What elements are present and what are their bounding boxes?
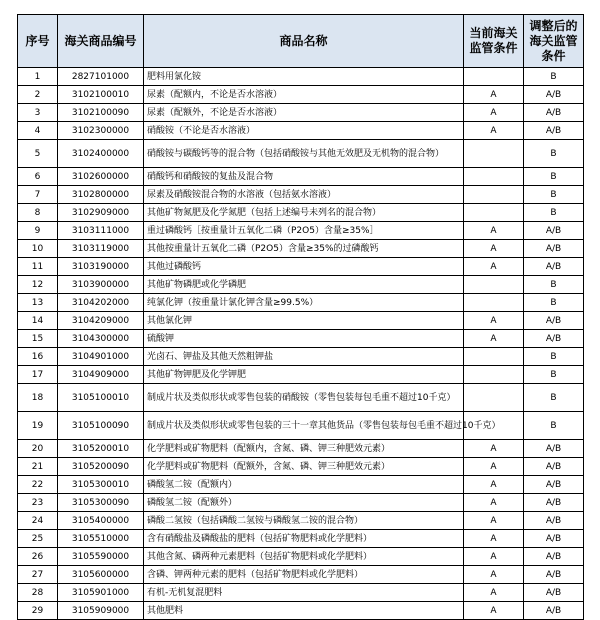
cell-serial-no: 27: [18, 566, 58, 584]
cell-adjusted-condition: B: [524, 186, 584, 204]
header-serial-no: 序号: [18, 15, 58, 68]
cell-goods-name: 含有硝酸盐及磷酸盐的肥料（包括矿物肥料或化学肥料）: [144, 530, 464, 548]
cell-serial-no: 5: [18, 140, 58, 168]
cell-current-condition: [464, 276, 524, 294]
cell-serial-no: 6: [18, 168, 58, 186]
cell-serial-no: 18: [18, 384, 58, 412]
cell-current-condition: [464, 294, 524, 312]
table-row: [18, 68, 584, 86]
cell-goods-name: 磷酸氢二铵（配额外）: [144, 494, 464, 512]
cell-adjusted-condition: A/B: [524, 312, 584, 330]
cell-current-condition: [464, 384, 524, 412]
cell-goods-code: 2827101000: [58, 68, 144, 86]
cell-serial-no: 4: [18, 122, 58, 140]
table-row: [18, 240, 584, 258]
cell-adjusted-condition: A/B: [524, 240, 584, 258]
cell-goods-code: 3104202000: [58, 294, 144, 312]
cell-goods-code: 3105200010: [58, 440, 144, 458]
cell-goods-code: 3105300090: [58, 494, 144, 512]
cell-goods-name: 其他矿物磷肥或化学磷肥: [144, 276, 464, 294]
cell-adjusted-condition: A/B: [524, 440, 584, 458]
table-row: [18, 140, 584, 168]
cell-current-condition: A: [464, 602, 524, 620]
cell-adjusted-condition: B: [524, 168, 584, 186]
cell-goods-name: 肥料用氯化铵: [144, 68, 464, 86]
cell-goods-name: 其他肥料: [144, 602, 464, 620]
cell-current-condition: [464, 204, 524, 222]
table-row: [18, 222, 584, 240]
cell-current-condition: A: [464, 86, 524, 104]
cell-current-condition: [464, 186, 524, 204]
cell-adjusted-condition: A/B: [524, 222, 584, 240]
cell-goods-name: 尿素（配额内，不论是否水溶液）: [144, 86, 464, 104]
table-row: [18, 258, 584, 276]
cell-goods-name: 硝酸钙和硝酸铵的复盐及混合物: [144, 168, 464, 186]
table-row: [18, 168, 584, 186]
table-row: [18, 602, 584, 620]
cell-adjusted-condition: B: [524, 276, 584, 294]
cell-adjusted-condition: B: [524, 68, 584, 86]
cell-serial-no: 25: [18, 530, 58, 548]
table-row: [18, 384, 584, 412]
cell-goods-name: 磷酸二氢铵（包括磷酸二氢铵与磷酸氢二铵的混合物）: [144, 512, 464, 530]
cell-goods-name: 化学肥料或矿物肥料（配额外，含氮、磷、钾三种肥效元素）: [144, 458, 464, 476]
cell-current-condition: A: [464, 312, 524, 330]
cell-adjusted-condition: A/B: [524, 512, 584, 530]
cell-goods-name: 其他按重量计五氧化二磷（P2O5）含量≥35%的过磷酸钙: [144, 240, 464, 258]
table-row: [18, 512, 584, 530]
cell-current-condition: A: [464, 440, 524, 458]
customs-goods-table-container: [17, 14, 584, 620]
cell-goods-code: 3105100010: [58, 384, 144, 412]
cell-goods-code: 3103190000: [58, 258, 144, 276]
cell-serial-no: 14: [18, 312, 58, 330]
cell-serial-no: 9: [18, 222, 58, 240]
cell-adjusted-condition: B: [524, 204, 584, 222]
cell-goods-name: 有机-无机复混肥料: [144, 584, 464, 602]
cell-adjusted-condition: B: [524, 294, 584, 312]
cell-serial-no: 12: [18, 276, 58, 294]
cell-adjusted-condition: A/B: [524, 86, 584, 104]
cell-adjusted-condition: A/B: [524, 476, 584, 494]
table-row: [18, 294, 584, 312]
cell-serial-no: 1: [18, 68, 58, 86]
cell-goods-name: 尿素（配额外，不论是否水溶液）: [144, 104, 464, 122]
cell-serial-no: 15: [18, 330, 58, 348]
cell-goods-code: 3104909000: [58, 366, 144, 384]
customs-goods-table: [17, 14, 584, 620]
cell-adjusted-condition: A/B: [524, 584, 584, 602]
cell-serial-no: 2: [18, 86, 58, 104]
cell-current-condition: A: [464, 476, 524, 494]
table-row: [18, 104, 584, 122]
cell-adjusted-condition: A/B: [524, 602, 584, 620]
cell-adjusted-condition: A/B: [524, 566, 584, 584]
cell-goods-name: 其他矿物氮肥及化学氮肥（包括上述编号未列名的混合物）: [144, 204, 464, 222]
cell-goods-name: 硝酸铵（不论是否水溶液）: [144, 122, 464, 140]
cell-goods-code: 3105200090: [58, 458, 144, 476]
cell-goods-code: 3102909000: [58, 204, 144, 222]
cell-current-condition: A: [464, 530, 524, 548]
cell-goods-code: 3105510000: [58, 530, 144, 548]
table-row: [18, 204, 584, 222]
cell-goods-name: 制成片状及类似形状或零售包装的三十一章其他货品（零售包装每包毛重不超过10千克）: [144, 412, 464, 440]
cell-goods-name: 含磷、钾两种元素的肥料（包括矿物肥料或化学肥料）: [144, 566, 464, 584]
cell-serial-no: 19: [18, 412, 58, 440]
cell-serial-no: 20: [18, 440, 58, 458]
cell-adjusted-condition: A/B: [524, 122, 584, 140]
table-row: [18, 458, 584, 476]
cell-goods-code: 3105100090: [58, 412, 144, 440]
table-row: [18, 530, 584, 548]
cell-goods-name: 尿素及硝酸铵混合物的水溶液（包括氨水溶液）: [144, 186, 464, 204]
cell-goods-code: 3104901000: [58, 348, 144, 366]
cell-goods-name: 其他矿物钾肥及化学钾肥: [144, 366, 464, 384]
table-row: [18, 348, 584, 366]
cell-adjusted-condition: A/B: [524, 458, 584, 476]
cell-goods-code: 3105600000: [58, 566, 144, 584]
cell-goods-name: 光卤石、钾盐及其他天然粗钾盐: [144, 348, 464, 366]
cell-current-condition: A: [464, 548, 524, 566]
cell-serial-no: 17: [18, 366, 58, 384]
header-goods-name: 商品名称: [144, 15, 464, 68]
cell-goods-name: 其他氯化钾: [144, 312, 464, 330]
cell-goods-name: 化学肥料或矿物肥料（配额内，含氮、磷、钾三种肥效元素）: [144, 440, 464, 458]
cell-goods-name: 其他过磷酸钙: [144, 258, 464, 276]
cell-adjusted-condition: B: [524, 140, 584, 168]
cell-goods-name: 硫酸钾: [144, 330, 464, 348]
cell-current-condition: [464, 140, 524, 168]
cell-serial-no: 10: [18, 240, 58, 258]
table-row: [18, 186, 584, 204]
cell-serial-no: 24: [18, 512, 58, 530]
table-row: [18, 584, 584, 602]
header-adjusted-condition: 调整后的海关监管条件: [524, 15, 584, 68]
cell-goods-name: 其他含氮、磷两种元素肥料（包括矿物肥料或化学肥料）: [144, 548, 464, 566]
cell-serial-no: 13: [18, 294, 58, 312]
table-row: [18, 494, 584, 512]
cell-serial-no: 29: [18, 602, 58, 620]
cell-serial-no: 22: [18, 476, 58, 494]
cell-current-condition: A: [464, 258, 524, 276]
cell-serial-no: 8: [18, 204, 58, 222]
header-goods-code: 海关商品编号: [58, 15, 144, 68]
cell-goods-code: 3105901000: [58, 584, 144, 602]
cell-adjusted-condition: B: [524, 366, 584, 384]
table-row: [18, 476, 584, 494]
cell-current-condition: [464, 168, 524, 186]
table-row: [18, 312, 584, 330]
cell-serial-no: 28: [18, 584, 58, 602]
cell-goods-code: 3102300000: [58, 122, 144, 140]
cell-adjusted-condition: A/B: [524, 330, 584, 348]
cell-current-condition: A: [464, 240, 524, 258]
cell-current-condition: A: [464, 584, 524, 602]
cell-goods-name: 硝酸铵与碳酸钙等的混合物（包括硝酸铵与其他无效肥及无机物的混合物）: [144, 140, 464, 168]
cell-serial-no: 23: [18, 494, 58, 512]
cell-adjusted-condition: B: [524, 348, 584, 366]
cell-goods-code: 3103900000: [58, 276, 144, 294]
cell-serial-no: 16: [18, 348, 58, 366]
table-row: [18, 276, 584, 294]
table-row: [18, 122, 584, 140]
cell-current-condition: A: [464, 122, 524, 140]
cell-serial-no: 26: [18, 548, 58, 566]
cell-goods-code: 3102800000: [58, 186, 144, 204]
cell-goods-name: 重过磷酸钙［按重量计五氧化二磷（P2O5）含量≥35%］: [144, 222, 464, 240]
cell-current-condition: A: [464, 222, 524, 240]
cell-goods-name: 磷酸氢二铵（配额内）: [144, 476, 464, 494]
cell-goods-code: 3102100090: [58, 104, 144, 122]
table-row: [18, 366, 584, 384]
cell-current-condition: A: [464, 512, 524, 530]
cell-goods-name: 纯氯化钾（按重量计氯化钾含量≥99.5%）: [144, 294, 464, 312]
cell-goods-code: 3105400000: [58, 512, 144, 530]
cell-serial-no: 11: [18, 258, 58, 276]
cell-goods-code: 3103111000: [58, 222, 144, 240]
cell-goods-code: 3102400000: [58, 140, 144, 168]
table-row: [18, 548, 584, 566]
cell-adjusted-condition: A/B: [524, 548, 584, 566]
cell-goods-code: 3102100010: [58, 86, 144, 104]
cell-goods-code: 3104300000: [58, 330, 144, 348]
cell-goods-code: 3105300010: [58, 476, 144, 494]
cell-goods-name: 制成片状及类似形状或零售包装的硝酸铵（零售包装每包毛重不超过10千克）: [144, 384, 464, 412]
cell-current-condition: A: [464, 566, 524, 584]
table-row: [18, 566, 584, 584]
cell-adjusted-condition: B: [524, 412, 584, 440]
cell-current-condition: [464, 366, 524, 384]
table-body: [18, 68, 584, 620]
table-row: [18, 412, 584, 440]
cell-goods-code: 3104209000: [58, 312, 144, 330]
cell-goods-code: 3103119000: [58, 240, 144, 258]
cell-current-condition: [464, 348, 524, 366]
cell-goods-code: 3105590000: [58, 548, 144, 566]
cell-current-condition: A: [464, 494, 524, 512]
table-header-row: [18, 15, 584, 68]
cell-current-condition: A: [464, 458, 524, 476]
cell-serial-no: 3: [18, 104, 58, 122]
cell-goods-code: 3105909000: [58, 602, 144, 620]
cell-serial-no: 21: [18, 458, 58, 476]
cell-adjusted-condition: A/B: [524, 494, 584, 512]
cell-adjusted-condition: A/B: [524, 530, 584, 548]
header-current-condition: 当前海关监管条件: [464, 15, 524, 68]
cell-goods-code: 3102600000: [58, 168, 144, 186]
cell-adjusted-condition: A/B: [524, 104, 584, 122]
cell-adjusted-condition: B: [524, 384, 584, 412]
cell-current-condition: A: [464, 104, 524, 122]
cell-current-condition: A: [464, 330, 524, 348]
table-row: [18, 330, 584, 348]
cell-serial-no: 7: [18, 186, 58, 204]
cell-current-condition: [464, 68, 524, 86]
table-row: [18, 440, 584, 458]
cell-adjusted-condition: A/B: [524, 258, 584, 276]
table-row: [18, 86, 584, 104]
